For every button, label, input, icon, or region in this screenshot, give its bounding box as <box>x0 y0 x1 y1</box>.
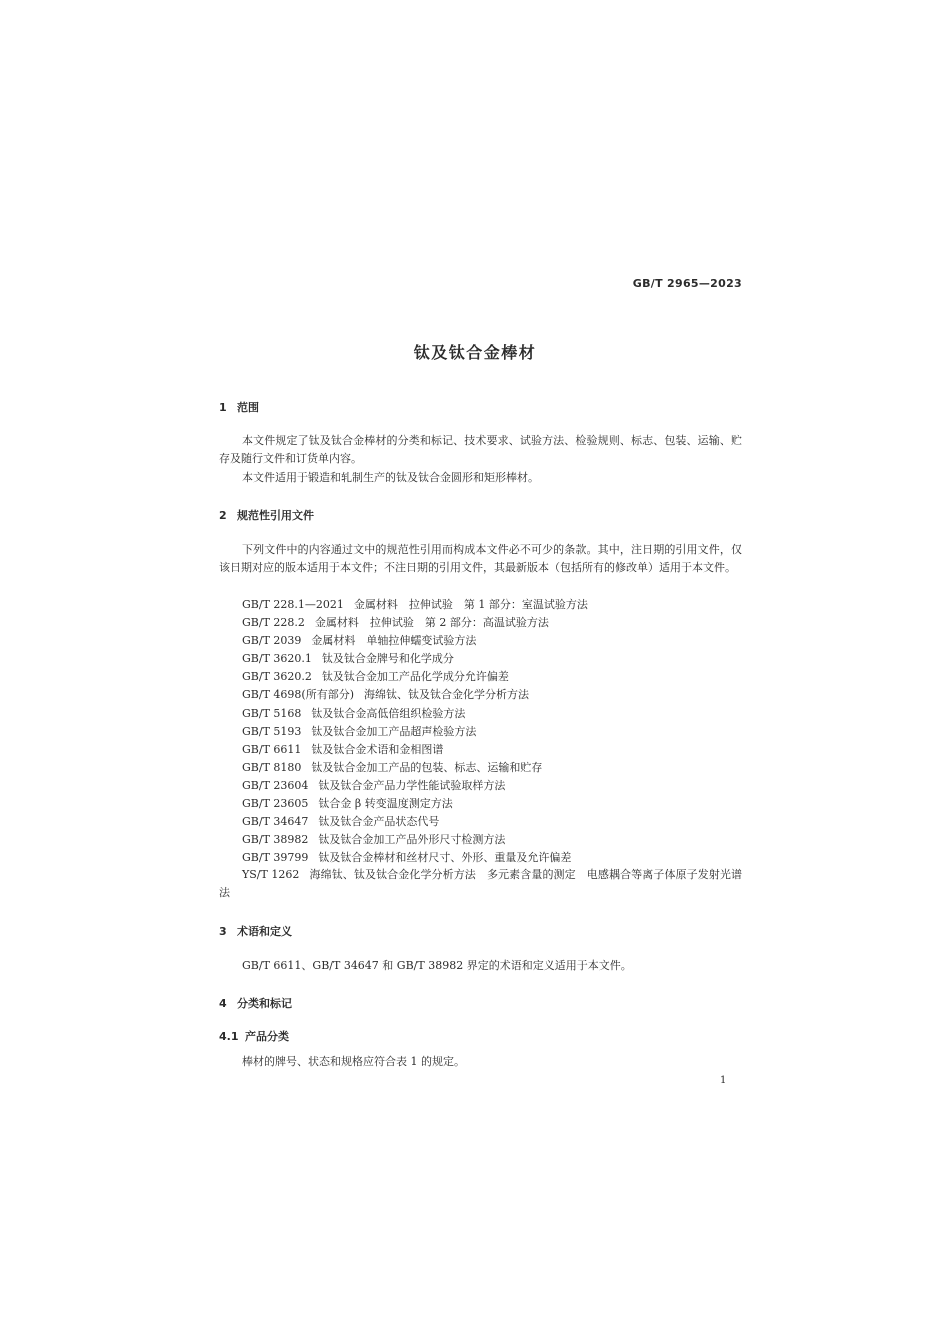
reference-item <box>242 723 742 741</box>
document-title: 钛及钛合金棒材 <box>413 343 537 362</box>
reference-code: GB/T 2039 <box>242 634 302 648</box>
reference-item <box>242 596 742 614</box>
reference-title: 金属材料 拉伸试验 第 2 部分：高温试验方法 <box>314 616 549 630</box>
reference-code: GB/T 228.2 <box>242 616 305 630</box>
section-heading <box>219 507 314 523</box>
section-heading <box>219 399 259 415</box>
reference-title: 钛及钛合金棒材和丝材尺寸、外形、重量及允许偏差 <box>318 851 572 865</box>
reference-item <box>242 668 742 686</box>
reference-item <box>242 759 742 777</box>
section-number: 2 <box>219 509 227 522</box>
reference-item <box>242 831 742 849</box>
reference-code: GB/T 34647 <box>242 815 309 829</box>
reference-title: 海绵钛、钛及钛合金化学分析方法 多元素含量的测定 电感耦合等离子体原子发射光谱法 <box>219 868 742 899</box>
section-heading <box>219 995 292 1011</box>
paragraph: 本文件适用于锻造和轧制生产的钛及钛合金圆形和矩形棒材。 <box>242 471 539 484</box>
reference-code: GB/T 23605 <box>242 797 309 811</box>
reference-title: 钛及钛合金加工产品的包装、标志、运输和贮存 <box>311 760 543 774</box>
reference-code: GB/T 228.1—2021 <box>242 598 344 611</box>
reference-code: GB/T 3620.1 <box>242 652 312 666</box>
reference-code: GB/T 39799 <box>242 851 309 865</box>
document-code: GB/T 2965—2023 <box>632 277 742 290</box>
reference-item <box>219 866 742 902</box>
reference-code: GB/T 38982 <box>242 833 309 847</box>
section-title: 规范性引用文件 <box>237 509 314 522</box>
reference-code: YS/T 1262 <box>242 868 300 881</box>
page-number: 1 <box>720 1075 727 1086</box>
reference-item <box>242 632 742 650</box>
reference-title: 金属材料 单轴拉伸蠕变试验方法 <box>311 634 477 648</box>
reference-item <box>242 777 742 795</box>
reference-title: 钛及钛合金加工产品超声检验方法 <box>311 724 477 738</box>
reference-item <box>242 650 742 668</box>
reference-item <box>242 795 742 813</box>
reference-code: GB/T 4698(所有部分) <box>242 688 354 702</box>
reference-code: GB/T 8180 <box>242 760 302 774</box>
reference-title: 钛及钛合金产品状态代号 <box>318 815 440 829</box>
reference-title: 钛及钛合金术语和金相图谱 <box>311 742 444 756</box>
reference-title: 钛合金 β 转变温度测定方法 <box>318 797 453 811</box>
section-number: 1 <box>219 401 227 414</box>
reference-item <box>242 705 742 723</box>
reference-title: 钛及钛合金高低倍组织检验方法 <box>311 706 466 720</box>
paragraph: 下列文件中的内容通过文中的规范性引用而构成本文件必不可少的条款。其中，注日期的引用文件，仅该日期对应的版本适用于本文件；不注日期的引用文件，其最新版本（包括所有的修改单）适用于本文件。 <box>219 543 742 574</box>
reference-title: 金属材料 拉伸试验 第 1 部分：室温试验方法 <box>353 598 588 611</box>
paragraph: 本文件规定了钛及钛合金棒材的分类和标记、技术要求、试验方法、检验规则、标志、包装、运输、贮存及随行文件和订货单内容。 <box>219 434 742 465</box>
reference-item <box>242 741 742 759</box>
reference-item <box>242 686 742 704</box>
reference-code: GB/T 5168 <box>242 706 302 720</box>
reference-code: GB/T 6611 <box>242 742 302 756</box>
reference-item <box>242 813 742 831</box>
section-number: 3 <box>219 925 227 938</box>
reference-title: 钛及钛合金加工产品化学成分允许偏差 <box>321 670 509 684</box>
reference-code: GB/T 23604 <box>242 778 309 792</box>
section-title: 范围 <box>237 401 259 414</box>
reference-title: 钛及钛合金牌号和化学成分 <box>321 652 454 666</box>
reference-item <box>242 849 742 867</box>
paragraph: 棒材的牌号、状态和规格应符合表 1 的规定。 <box>242 1055 465 1068</box>
section-number: 4 <box>219 997 227 1010</box>
paragraph: GB/T 6611、GB/T 34647 和 GB/T 38982 界定的术语和定义适用于本文件。 <box>242 959 632 972</box>
reference-title: 钛及钛合金加工产品外形尺寸检测方法 <box>318 833 506 847</box>
reference-item <box>242 614 742 632</box>
reference-title: 海绵钛、钛及钛合金化学分析方法 <box>364 688 529 702</box>
subsection-heading <box>219 1028 289 1044</box>
reference-code: GB/T 3620.2 <box>242 670 312 684</box>
subsection-number: 4.1 <box>219 1030 239 1043</box>
section-title: 术语和定义 <box>237 925 292 938</box>
reference-code: GB/T 5193 <box>242 724 302 738</box>
reference-list <box>242 596 742 867</box>
section-title: 分类和标记 <box>237 997 292 1010</box>
subsection-title: 产品分类 <box>245 1030 289 1043</box>
section-heading <box>219 923 292 939</box>
reference-title: 钛及钛合金产品力学性能试验取样方法 <box>318 778 506 792</box>
